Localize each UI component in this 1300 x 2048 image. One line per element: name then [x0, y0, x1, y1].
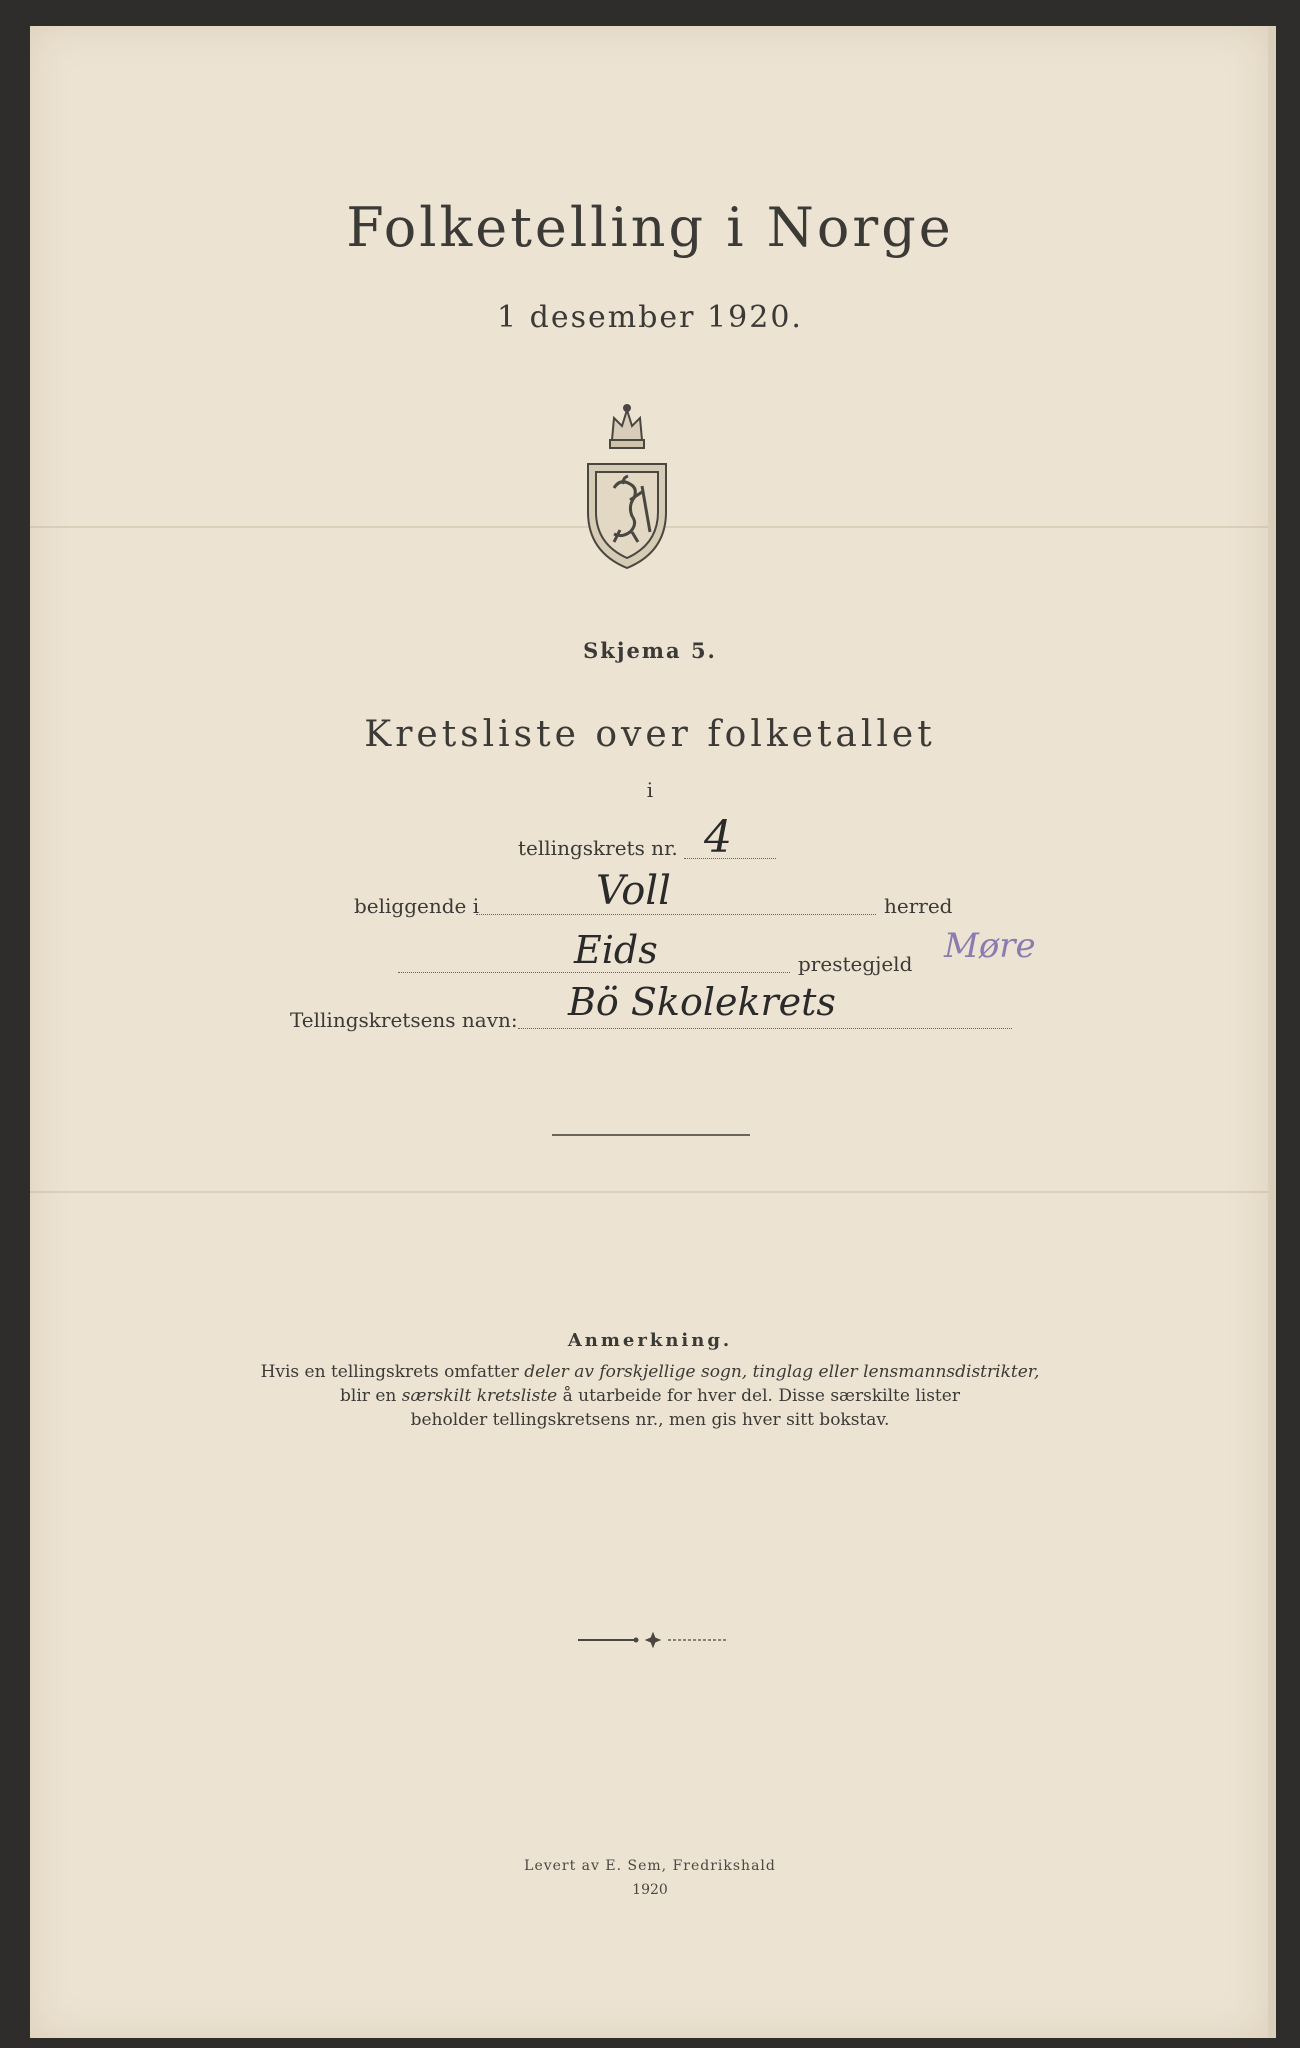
beliggende-line: [476, 914, 876, 915]
remark-emphasis: særskilt kretsliste: [401, 1386, 558, 1406]
printer-imprint: Levert av E. Sem, Fredrikshald: [524, 1858, 776, 1874]
remark-text: Hvis en tellingskrets omfatter: [260, 1362, 525, 1382]
herred-label: herred: [884, 894, 953, 918]
form-heading: Kretsliste over folketallet: [364, 714, 936, 755]
county-note: Møre: [944, 926, 1036, 966]
beliggende-label: beliggende i: [354, 894, 480, 918]
norway-coat-of-arms-icon: [580, 402, 674, 572]
schema-number: Skjema 5.: [583, 638, 717, 663]
remark-text: blir en: [340, 1386, 402, 1406]
tellingskrets-label: tellingskrets nr.: [518, 836, 678, 860]
navn-line: [518, 1028, 1012, 1029]
remark-line-1: [0, 1362, 1300, 1382]
remark-emphasis: deler av forskjellige sogn, tinglag eller lensmannsdistrikter,: [524, 1362, 1040, 1382]
remark-title: Anmerkning.: [567, 1330, 733, 1351]
ornament-divider-icon: [578, 1632, 728, 1648]
fold-crease: [30, 1191, 1268, 1193]
printer-year: 1920: [632, 1882, 668, 1898]
connector-word: i: [646, 778, 654, 802]
remark-line-3: beholder tellingskretsens nr., men gis hver sitt bokstav.: [410, 1410, 890, 1430]
page-title: Folketelling i Norge: [346, 196, 954, 259]
tellingskrets-value: 4: [704, 812, 732, 863]
prestegjeld-label: prestegjeld: [798, 952, 913, 976]
prestegjeld-value: Eids: [574, 928, 658, 972]
navn-value: Bö Skolekrets: [568, 980, 836, 1024]
remark-text: å utarbeide for hver del. Disse særskilte lister: [557, 1386, 960, 1406]
divider-rule: [552, 1134, 750, 1136]
navn-label: Tellingskretsens navn:: [290, 1008, 518, 1032]
remark-line-2: [0, 1386, 1300, 1406]
census-date: 1 desember 1920.: [497, 300, 803, 335]
prestegjeld-line: [398, 972, 790, 973]
beliggende-value: Voll: [596, 868, 671, 914]
